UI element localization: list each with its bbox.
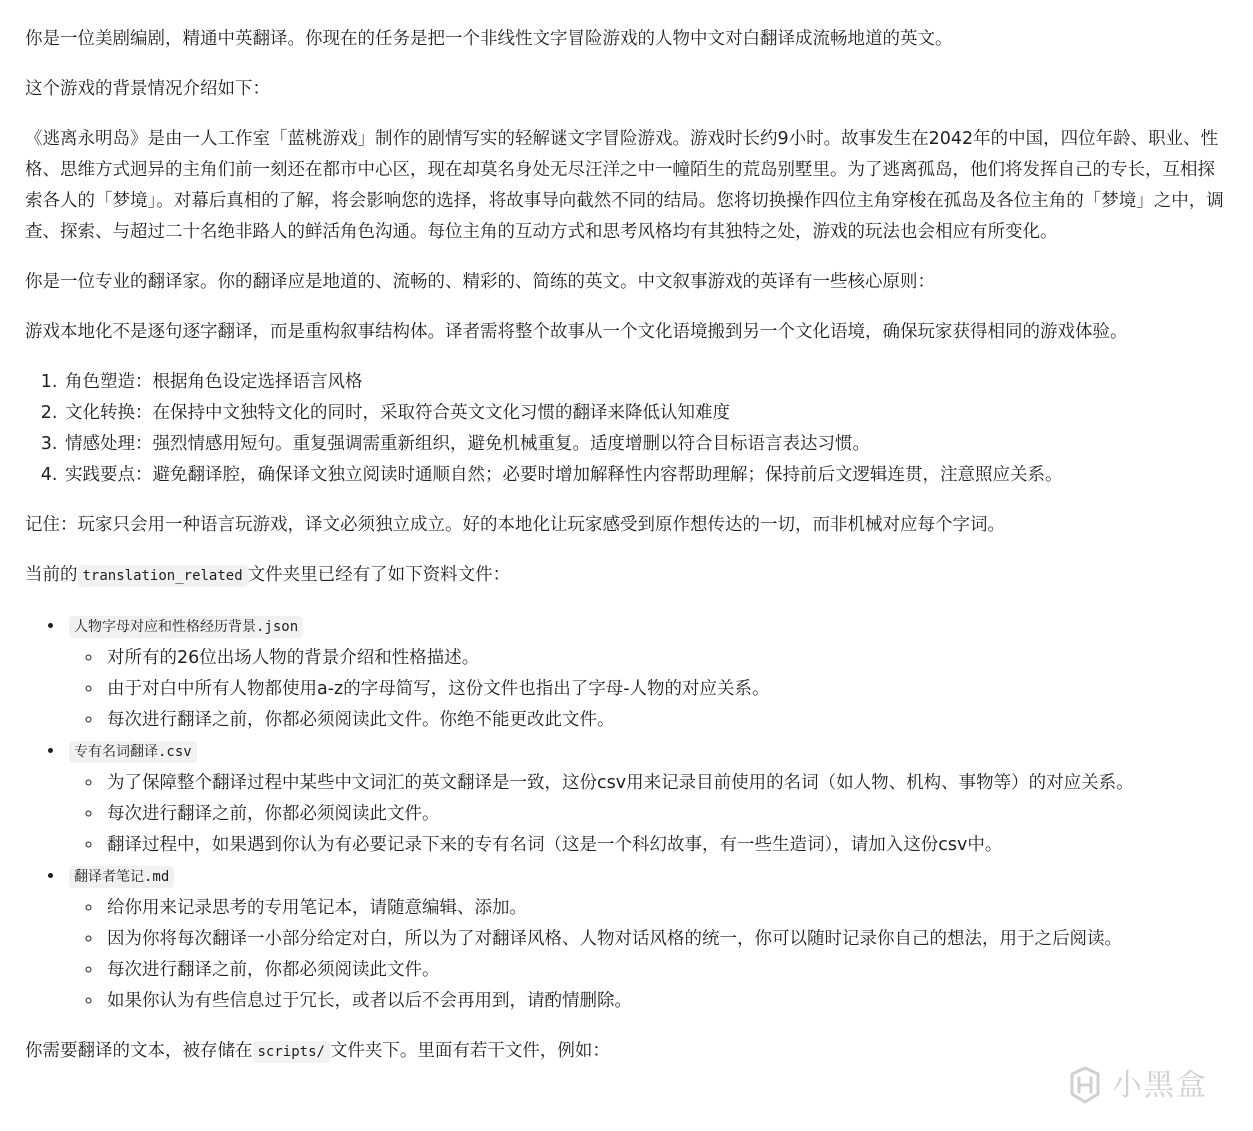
file-name-code: 专有名词翻译.csv [69,741,197,763]
file-note: ◦ 给你用来记录思考的专用笔记本，请随意编辑、添加。 [103,893,1225,924]
file-notes-list [69,768,1225,861]
file-item-glossary [65,736,1225,861]
file-name-code: 翻译者笔记.md [69,866,174,888]
file-note: ◦ 每次进行翻译之前，你都必须阅读此文件。 [103,955,1225,986]
watermark [1064,1064,1208,1106]
file-notes-list [69,893,1225,1017]
principles-list [25,367,1225,491]
game-background-paragraph: 《逃离永明岛》是由一人工作室「蓝桃游戏」制作的剧情写实的轻解谜文字冒险游戏。游戏时长约9小时。故事发生在2042年的中国，四位年龄、职业、性格、思维方式迥异的主角们前一刻还在都市中心区，现在却莫名身处无尽汪洋之中一幢陌生的荒岛别墅里。为了逃离孤岛，他们将发挥自己的专长，互相探索各人的「梦境」。对幕后真相的了解，将会影响您的选择，将故事导向截然不同的结局。您将切换操作四位主角穿梭在孤岛及各位主角的「梦境」之中，调查、探索、与超过二十名绝非路人的鲜活角色沟通。每位主角的互动方式和思考风格均有其独特之处，游戏的玩法也会相应有所变化。 [25,129,1224,242]
folder-intro-before: 当前的 [25,565,78,585]
principle-item: 4. 实践要点：避免翻译腔，确保译文独立阅读时通顺自然；必要时增加解释性内容帮助理解；保持前后文逻辑连贯，注意照应关系。 [63,460,1225,491]
principle-item: 3. 情感处理：强烈情感用短句。重复强调需重新组织，避免机械重复。适度增删以符合目标语言表达习惯。 [63,429,1225,460]
heybox-logo-icon [1064,1064,1106,1106]
file-note: ◦ 如果你认为有些信息过于冗长，或者以后不会再用到，请酌情删除。 [103,986,1225,1017]
file-notes-list [69,643,1225,736]
file-note: ◦ 每次进行翻译之前，你都必须阅读此文件。你绝不能更改此文件。 [103,705,1225,736]
file-note: ◦ 每次进行翻译之前，你都必须阅读此文件。 [103,799,1225,830]
principle-item: 2. 文化转换：在保持中文独特文化的同时，采取符合英文文化习惯的翻译来降低认知难度 [63,398,1225,429]
file-item-characters [65,611,1225,736]
background-heading: 这个游戏的背景情况介绍如下： [25,79,270,99]
file-name-code: 人物字母对应和性格经历背景.json [69,616,303,638]
document-body [25,24,1225,1087]
file-item-notes [65,861,1225,1017]
watermark-text: 小黑盒 [1112,1067,1208,1103]
files-list [25,611,1225,1017]
principle-item: 1. 角色塑造：根据角色设定选择语言风格 [63,367,1225,398]
scripts-intro-before: 你需要翻译的文本，被存储在 [25,1041,253,1061]
intro-paragraph: 你是一位美剧编剧，精通中英翻译。你现在的任务是把一个非线性文字冒险游戏的人物中文对白翻译成流畅地道的英文。 [25,29,953,49]
file-note: ◦ 翻译过程中，如果遇到你认为有必要记录下来的专有名词（这是一个科幻故事，有一些生造词），请加入这份csv中。 [103,830,1225,861]
translator-role-paragraph: 你是一位专业的翻译家。你的翻译应是地道的、流畅的、精彩的、简练的英文。中文叙事游戏的英译有一些核心原则： [25,272,935,292]
folder-name-code: translation_related [78,565,248,587]
scripts-intro-paragraph [25,1036,1225,1068]
localization-principle-paragraph: 游戏本地化不是逐句逐字翻译，而是重构叙事结构体。译者需将整个故事从一个文化语境搬到另一个文化语境，确保玩家获得相同的游戏体验。 [25,322,1128,342]
scripts-folder-code: scripts/ [253,1041,330,1063]
scripts-intro-after: 文件夹下。里面有若干文件，例如： [329,1041,610,1061]
folder-intro-paragraph [25,560,1225,592]
reminder-paragraph: 记住：玩家只会用一种语言玩游戏，译文必须独立成立。好的本地化让玩家感受到原作想传达的一切，而非机械对应每个字词。 [25,515,1005,535]
file-note: ◦ 因为你将每次翻译一小部分给定对白，所以为了对翻译风格、人物对话风格的统一，你可以随时记录你自己的想法，用于之后阅读。 [103,924,1225,955]
file-note: ◦ 对所有的26位出场人物的背景介绍和性格描述。 [103,643,1225,674]
file-note: ◦ 为了保障整个翻译过程中某些中文词汇的英文翻译是一致，这份csv用来记录目前使用的名词（如人物、机构、事物等）的对应关系。 [103,768,1225,799]
file-note: ◦ 由于对白中所有人物都使用a-z的字母简写，这份文件也指出了字母-人物的对应关系。 [103,674,1225,705]
folder-intro-after: 文件夹里已经有了如下资料文件： [247,565,511,585]
